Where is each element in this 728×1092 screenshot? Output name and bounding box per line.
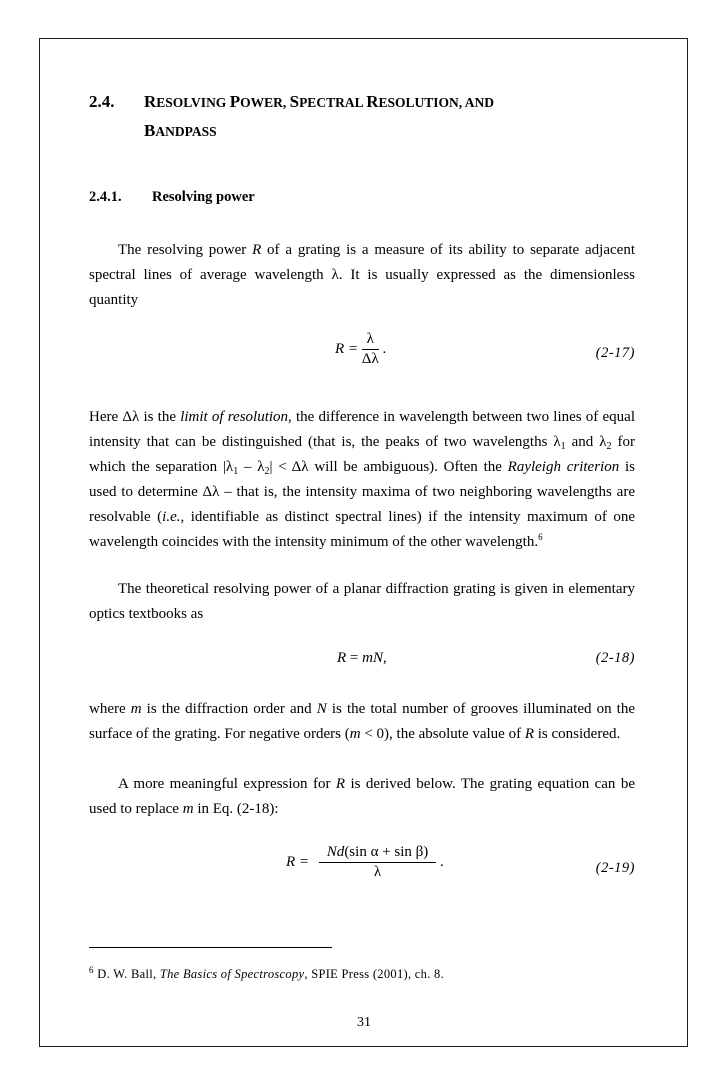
paragraph-meaningful-expression: A more meaningful expression for R is derived below. The grating equation can be used to replace m in Eq. (2-18): (89, 776, 636, 817)
paragraph-theoretical-resolving-power: The theoretical resolving power of a planar diffraction grating is given in elementary optics textbooks as (89, 581, 635, 622)
paragraph-resolving-power-definition: The resolving power R of a grating is a measure of its ability to separate adjacent spectral lines of average wavelength λ. It is usually expressed as the dimensionless quantity (89, 242, 635, 308)
footnote-rule (89, 947, 332, 948)
equation-label-2-18: (2-18) (595, 650, 635, 666)
equation-2-18: R = mN, (337, 650, 387, 666)
subsection-number: 2.4.1. (89, 189, 122, 205)
equation-label-2-17: (2-17) (595, 345, 635, 361)
footnote-ref-6: 6 (538, 532, 543, 542)
paragraph-limit-of-resolution: Here Δλ is the limit of resolution, the difference in wavelength between two lines of equal intensity that can be distinguished (that is, the peaks of two wavelengths $\lambda_1$ and $\lambda_2$ for which the separation $|\lambda_1 - \lambda_2| < \Delta\lambda$ will be ambiguous). Often the Rayleigh criterion is used to determine Δλ – that is, the intensity maxima of two neighboring wavelengths are resolvable (i.e., identifiable as distinct spectral lines) if the intensity maximum of one wavelength coincides with the intensity minimum of the other wavelength.$^6$ (89, 409, 635, 550)
equation-2-19: R = $\frac{\text{Nd(sin α + sin β)}}{\lambda}$ . (286, 844, 444, 880)
equation-2-17: R = $\frac{\lambda}{\Delta\lambda}$ . (335, 331, 387, 367)
page-number: 31 (357, 1015, 371, 1030)
equation-label-2-19: (2-19) (595, 860, 635, 876)
subsection-title: Resolving power (152, 189, 255, 205)
section-title-line2: BANDPASS (144, 121, 217, 140)
section-title: RESOLVING POWER, SPECTRAL RESOLUTION, AND (144, 92, 495, 111)
footnote-6: $^6$ D. W. Ball, The Basics of Spectroscopy, SPIE Press (2001), ch. 8. (89, 965, 445, 981)
paragraph-diffraction-order: where m is the diffraction order and N is the total number of grooves illuminated on the surface of the grating. For negative orders (m < 0), the absolute value of R is considered. (89, 701, 635, 742)
section-number: 2.4. (89, 92, 115, 111)
